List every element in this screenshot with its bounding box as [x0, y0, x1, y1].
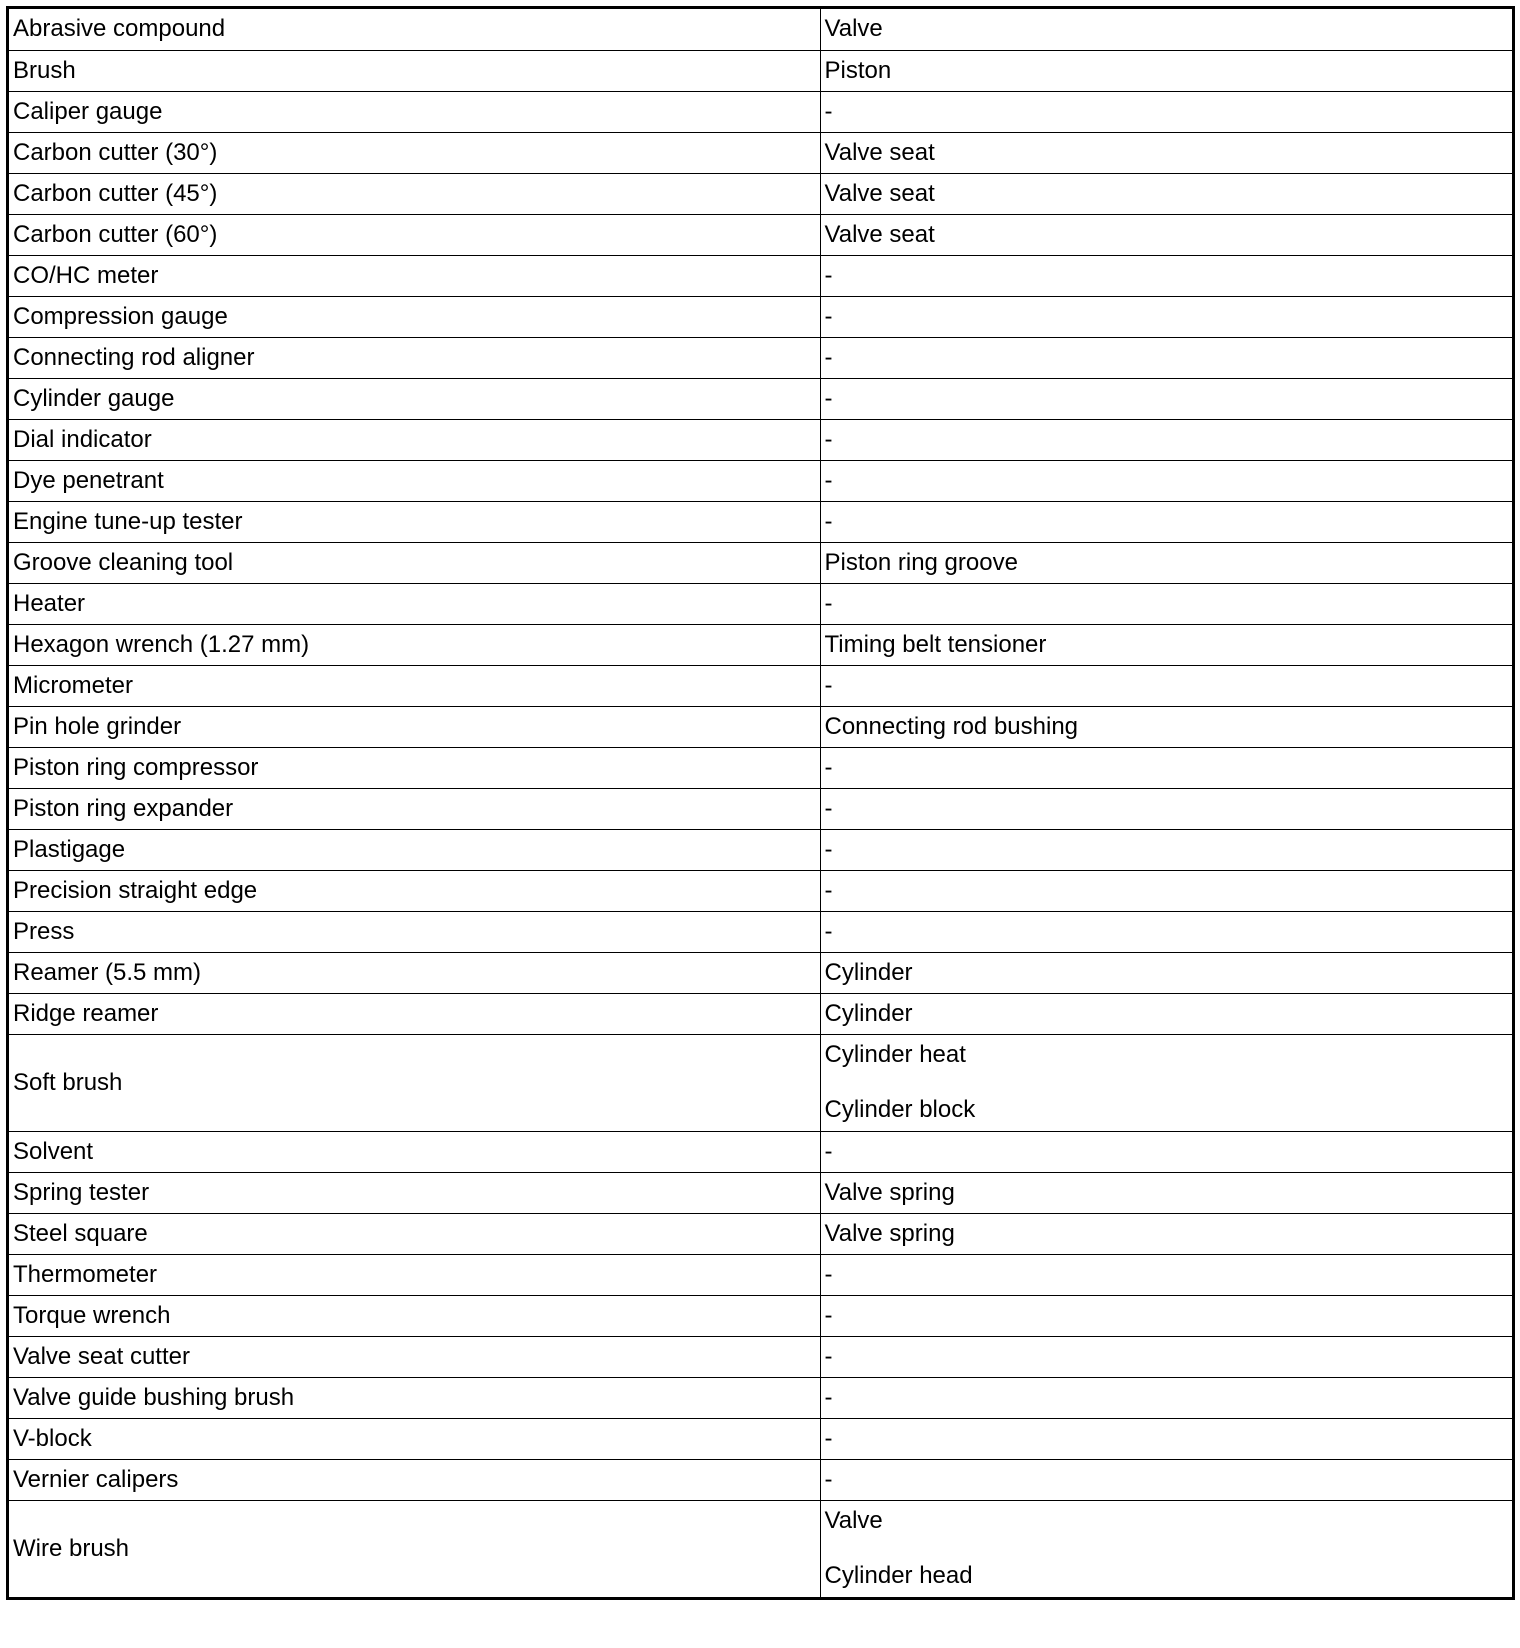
tool-use-cell	[820, 870, 1512, 911]
table-row	[9, 583, 1512, 624]
tool-use-text: Cylinder head	[824, 1562, 973, 1590]
tool-name-cell: Connecting rod aligner	[9, 337, 820, 378]
tool-use-cell	[820, 419, 1512, 460]
table-row	[9, 1034, 1512, 1131]
tool-name-cell: Reamer (5.5 mm)	[9, 952, 820, 993]
tool-use-cell	[820, 1500, 1512, 1597]
table-row	[9, 624, 1512, 665]
tool-use-cell	[820, 132, 1512, 173]
tool-use-cell	[820, 1418, 1512, 1459]
tool-use-text: Cylinder	[824, 958, 913, 986]
tool-use-cell	[820, 583, 1512, 624]
table-row	[9, 952, 1512, 993]
tool-use-text: Valve spring	[824, 1178, 955, 1206]
tool-use-cell	[820, 1172, 1512, 1213]
table-row	[9, 1418, 1512, 1459]
tool-name-cell: Wire brush	[9, 1500, 820, 1597]
tool-name-cell: Micrometer	[9, 665, 820, 706]
table-row	[9, 296, 1512, 337]
tool-name-cell: Soft brush	[9, 1034, 820, 1131]
tool-use-cell	[820, 624, 1512, 665]
tool-name-cell: Engine tune-up tester	[9, 501, 820, 542]
table-row	[9, 829, 1512, 870]
tool-use-cell	[820, 296, 1512, 337]
tool-use-cell	[820, 1295, 1512, 1336]
table-row	[9, 870, 1512, 911]
tool-name-cell: Carbon cutter (30°)	[9, 132, 820, 173]
tool-name-cell: Spring tester	[9, 1172, 820, 1213]
tool-name-cell: Ridge reamer	[9, 993, 820, 1034]
tool-use-text: -	[824, 302, 833, 330]
tool-use-text: Valve	[824, 15, 883, 43]
tool-use-cell	[820, 378, 1512, 419]
table-row	[9, 1213, 1512, 1254]
tool-use-cell	[820, 952, 1512, 993]
table-row	[9, 1500, 1512, 1597]
tool-use-text: Cylinder heat	[824, 1041, 966, 1068]
tool-use-text: Valve spring	[824, 1219, 955, 1247]
tool-name-cell: CO/HC meter	[9, 255, 820, 296]
tool-name-cell: Carbon cutter (60°)	[9, 214, 820, 255]
tool-use-text: Piston	[824, 56, 892, 84]
tool-use-text: -	[824, 794, 833, 822]
tool-use-cell	[820, 337, 1512, 378]
tool-use-text: -	[824, 1342, 833, 1370]
tool-use-text: -	[824, 917, 833, 945]
tool-name-cell: Abrasive compound	[9, 9, 820, 50]
table-row	[9, 747, 1512, 788]
tool-name-cell: Hexagon wrench (1.27 mm)	[9, 624, 820, 665]
tool-use-text: Valve seat	[824, 220, 935, 248]
tool-use-cell	[820, 706, 1512, 747]
tool-use-text: -	[824, 97, 833, 125]
tool-name-cell: Press	[9, 911, 820, 952]
tool-name-cell: Cylinder gauge	[9, 378, 820, 419]
table-row	[9, 9, 1512, 50]
tool-name-cell: Dye penetrant	[9, 460, 820, 501]
table-row	[9, 993, 1512, 1034]
table-row	[9, 460, 1512, 501]
tool-use-text: Timing belt tensioner	[824, 630, 1047, 658]
tool-use-text: -	[824, 1260, 833, 1288]
tool-use-cell	[820, 747, 1512, 788]
tool-use-cell	[820, 788, 1512, 829]
table-row	[9, 788, 1512, 829]
tools-table-container	[6, 6, 1515, 1600]
tool-use-text: -	[824, 1383, 833, 1411]
tool-use-cell	[820, 1131, 1512, 1172]
table-row	[9, 419, 1512, 460]
table-row	[9, 91, 1512, 132]
tool-use-cell	[820, 9, 1512, 50]
tool-use-cell	[820, 460, 1512, 501]
tool-use-cell	[820, 173, 1512, 214]
tool-use-text: -	[824, 384, 833, 412]
tool-use-text: Valve	[824, 1507, 883, 1535]
tools-table	[9, 9, 1512, 1597]
table-row	[9, 214, 1512, 255]
table-row	[9, 378, 1512, 419]
tool-use-text: -	[824, 466, 833, 494]
table-row	[9, 50, 1512, 91]
tool-name-cell: Valve seat cutter	[9, 1336, 820, 1377]
tool-use-text: -	[824, 835, 833, 863]
table-row	[9, 1336, 1512, 1377]
tool-use-text: -	[824, 507, 833, 535]
tool-name-cell: Brush	[9, 50, 820, 91]
tool-use-cell	[820, 1377, 1512, 1418]
tool-use-cell	[820, 91, 1512, 132]
table-row	[9, 1377, 1512, 1418]
tool-name-cell: Carbon cutter (45°)	[9, 173, 820, 214]
table-row	[9, 255, 1512, 296]
tool-use-text: -	[824, 1301, 833, 1329]
tool-name-cell: Thermometer	[9, 1254, 820, 1295]
table-row	[9, 1254, 1512, 1295]
tool-name-cell: Compression gauge	[9, 296, 820, 337]
table-row	[9, 706, 1512, 747]
tool-use-cell	[820, 1034, 1512, 1131]
tool-use-cell	[820, 542, 1512, 583]
tool-name-cell: Torque wrench	[9, 1295, 820, 1336]
tool-name-cell: Groove cleaning tool	[9, 542, 820, 583]
tool-use-text: -	[824, 1465, 833, 1493]
tool-use-text: -	[824, 671, 833, 699]
tool-use-cell	[820, 911, 1512, 952]
tool-use-text: -	[824, 1424, 833, 1452]
tool-use-cell	[820, 1254, 1512, 1295]
table-row	[9, 542, 1512, 583]
tool-use-text: -	[824, 753, 833, 781]
tool-name-cell: Pin hole grinder	[9, 706, 820, 747]
tools-table-body	[9, 9, 1512, 1597]
tool-name-cell: Steel square	[9, 1213, 820, 1254]
table-row	[9, 1172, 1512, 1213]
tool-use-text: -	[824, 589, 833, 617]
tool-name-cell: Dial indicator	[9, 419, 820, 460]
tool-use-cell	[820, 665, 1512, 706]
tool-use-text: -	[824, 876, 833, 904]
table-row	[9, 665, 1512, 706]
tool-use-cell	[820, 993, 1512, 1034]
table-row	[9, 173, 1512, 214]
tool-name-cell: Caliper gauge	[9, 91, 820, 132]
tool-use-cell	[820, 1213, 1512, 1254]
tool-name-cell: Piston ring expander	[9, 788, 820, 829]
tool-use-cell	[820, 829, 1512, 870]
tool-use-text: Cylinder	[824, 999, 913, 1027]
tool-use-text: Cylinder block	[824, 1096, 976, 1123]
tool-use-text: -	[824, 261, 833, 289]
tool-use-text: Valve seat	[824, 138, 935, 166]
tool-name-cell: Heater	[9, 583, 820, 624]
table-row	[9, 1295, 1512, 1336]
tool-use-text: -	[824, 343, 833, 371]
tool-use-cell	[820, 255, 1512, 296]
tool-use-text: -	[824, 425, 833, 453]
tool-use-text: Connecting rod bushing	[824, 712, 1079, 740]
tool-use-text: Piston ring groove	[824, 548, 1018, 576]
tool-use-text: -	[824, 1137, 833, 1165]
tool-name-cell: Plastigage	[9, 829, 820, 870]
tool-use-cell	[820, 501, 1512, 542]
table-row	[9, 132, 1512, 173]
tool-name-cell: Vernier calipers	[9, 1459, 820, 1500]
tool-name-cell: V-block	[9, 1418, 820, 1459]
tool-use-cell	[820, 1459, 1512, 1500]
tool-use-cell	[820, 1336, 1512, 1377]
tool-name-cell: Precision straight edge	[9, 870, 820, 911]
tool-name-cell: Valve guide bushing brush	[9, 1377, 820, 1418]
table-row	[9, 337, 1512, 378]
tool-use-cell	[820, 214, 1512, 255]
table-row	[9, 501, 1512, 542]
tool-name-cell: Piston ring compressor	[9, 747, 820, 788]
tool-use-text: Valve seat	[824, 179, 935, 207]
tool-use-cell	[820, 50, 1512, 91]
tool-name-cell: Solvent	[9, 1131, 820, 1172]
table-row	[9, 911, 1512, 952]
table-row	[9, 1131, 1512, 1172]
table-row	[9, 1459, 1512, 1500]
